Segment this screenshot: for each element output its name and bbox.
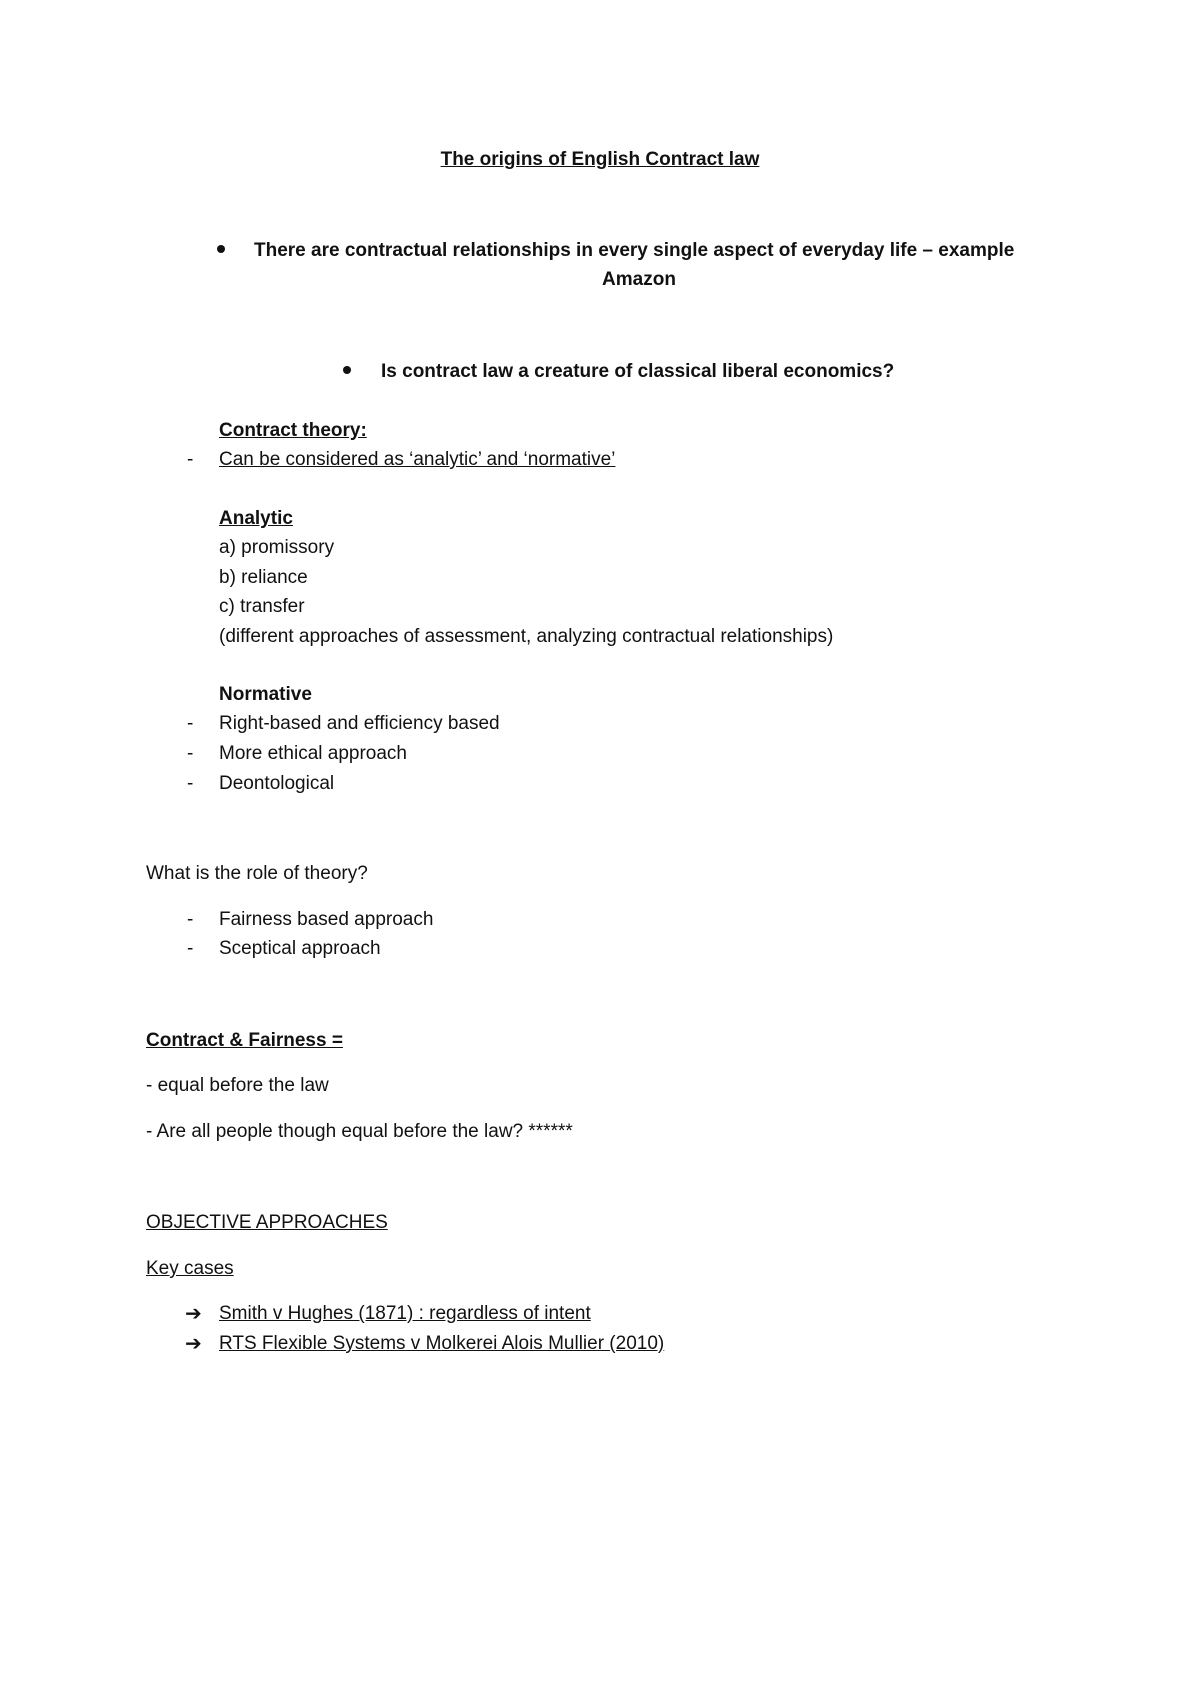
key-case-1: Smith v Hughes (1871) : regardless of intent bbox=[219, 1303, 591, 1324]
normative-item-2: More ethical approach bbox=[219, 743, 407, 764]
role-item-2: Sceptical approach bbox=[219, 938, 381, 959]
arrow-right-icon: ➔ bbox=[185, 1333, 202, 1355]
dash-icon: - bbox=[187, 449, 194, 470]
dash-icon: - bbox=[187, 713, 194, 734]
role-item-1: Fairness based approach bbox=[219, 909, 434, 930]
dash-icon: - bbox=[187, 773, 194, 794]
key-cases-heading: Key cases bbox=[146, 1258, 234, 1279]
analytic-item-c: c) transfer bbox=[219, 596, 305, 617]
contract-fairness-line-2: - Are all people though equal before the law? ****** bbox=[146, 1121, 573, 1142]
analytic-heading: Analytic bbox=[219, 508, 293, 529]
normative-item-3: Deontological bbox=[219, 773, 335, 794]
analytic-item-b: b) reliance bbox=[219, 567, 308, 588]
page-title: The origins of English Contract law bbox=[440, 149, 760, 170]
contract-fairness-heading: Contract & Fairness = bbox=[146, 1030, 343, 1051]
dash-icon: - bbox=[187, 743, 194, 764]
key-case-2: RTS Flexible Systems v Molkerei Alois Mullier (2010) bbox=[219, 1333, 665, 1354]
normative-heading: Normative bbox=[219, 684, 312, 705]
normative-item-1: Right-based and efficiency based bbox=[219, 713, 500, 734]
bullet-2-line-1: Is contract law a creature of classical liberal economics? bbox=[381, 361, 895, 382]
bullet-1-line-2: Amazon bbox=[602, 269, 676, 290]
dash-icon: - bbox=[187, 909, 194, 930]
bullet-dot-icon bbox=[343, 366, 351, 374]
contract-theory-heading: Contract theory: bbox=[219, 420, 367, 441]
analytic-note: (different approaches of assessment, analyzing contractual relationships) bbox=[219, 626, 834, 647]
contract-theory-item: Can be considered as ‘analytic’ and ‘normative’ bbox=[219, 449, 616, 470]
bullet-dot-icon bbox=[217, 245, 225, 253]
analytic-item-a: a) promissory bbox=[219, 537, 335, 558]
objective-approaches-heading: OBJECTIVE APPROACHES bbox=[146, 1212, 388, 1233]
contract-fairness-line-1: - equal before the law bbox=[146, 1075, 329, 1096]
arrow-right-icon: ➔ bbox=[185, 1303, 202, 1325]
role-of-theory-question: What is the role of theory? bbox=[146, 863, 368, 884]
bullet-1-line-1: There are contractual relationships in every single aspect of everyday life – example bbox=[254, 240, 1015, 261]
dash-icon: - bbox=[187, 938, 194, 959]
